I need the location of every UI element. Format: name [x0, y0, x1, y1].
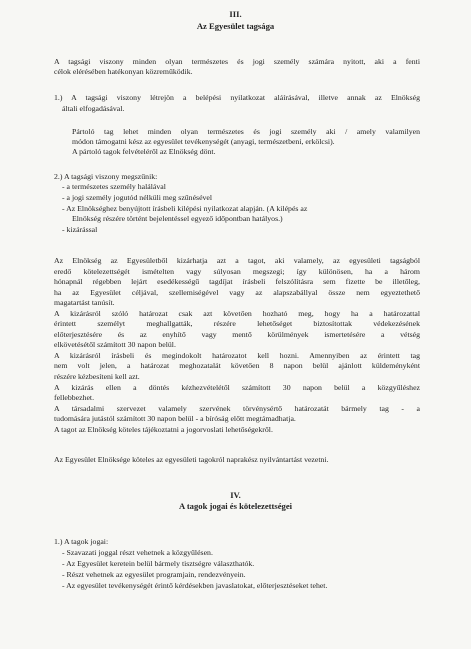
- item-1-line: általi elfogadásával.: [62, 104, 125, 113]
- item-2-line: Elnökség részére történt bejelentéssel egyező időpontban hatályos.): [72, 214, 283, 223]
- exclusion-line: hónapnál régebben lejárt esedékességű tagdíjat írásbeli felszólításra sem fizette be illetőleg,: [54, 277, 420, 286]
- exclusion-line: részére kézbesíteni kell azt.: [54, 372, 140, 381]
- rights-line: - Az egyesület tevékenységét érintő kérdésekben javaslatokat, előterjesztéseket tehet.: [62, 581, 328, 590]
- item-1-line: 1.) A tagsági viszony létrejön a belépési nyilatkozat aláírásával, illetve annak az Elnökség: [54, 93, 420, 102]
- supporting-member-line: Pártoló tag lehet minden olyan természetes és jogi személy aki / amely valamilyen: [72, 127, 420, 136]
- exclusion-line: A társadalmi szervezet valamely szervének törvénysértő határozatát bármely tag - a: [54, 404, 420, 413]
- rights-line: 1.) A tagok jogai:: [54, 537, 109, 546]
- rights-line: - Részt vehetnek az egyesület programjain, rendezvényein.: [62, 570, 246, 579]
- section-title: Az Egyesület tagsága: [196, 21, 275, 31]
- supporting-member-line: módon támogatni kész az egyesület tevékenységét (anyagi, természetbeni, erkölcsi).: [72, 137, 335, 146]
- exclusion-line: eredő kötelezettségét ismételten vagy súlyosan megszegi; így különösen, ha a három: [54, 267, 420, 276]
- item-2-line: - a természetes személy halálával: [62, 182, 166, 191]
- section-title: A tagok jogai és kötelezettségei: [178, 501, 293, 511]
- supporting-member-line: A pártoló tagok felvételéről az Elnökség dönt.: [72, 147, 216, 156]
- item-2-line: - kizárással: [62, 225, 98, 234]
- section-number: III.: [229, 9, 242, 19]
- exclusion-line: A kizárás ellen a döntés kézhezvételétől számított 30 napon belül a közgyűléshez: [54, 383, 420, 392]
- section-number: IV.: [230, 490, 241, 500]
- intro-line: A tagsági viszony minden olyan természetes és jogi személy számára nyitott, aki a fenti: [54, 57, 420, 66]
- exclusion-line: érintett személyt meghallgatták, részére lehetőséget biztosítottak védekezésének: [54, 319, 420, 328]
- exclusion-line: A kizárásról írásbeli és megindokolt határozatot kell hozni. Amennyiben az érintett tag: [54, 351, 420, 360]
- exclusion-line: Az Elnökség az Egyesületből kizárhatja azt a tagot, aki valamely, az egyesületi tagságból: [54, 256, 420, 265]
- exclusion-line: nem volt jelen, a határozat meghozatalát követően 8 napon belül ajánlott küldeményként: [54, 361, 420, 370]
- exclusion-line: ha az Egyesület céljával, szellemiségével vagy az alapszabállyal össze nem egyeztethető: [54, 288, 420, 297]
- intro-line: célok elérésében hatékonyan közreműködik.: [54, 67, 193, 76]
- exclusion-line: magatartást tanúsít.: [54, 298, 115, 307]
- exclusion-line: A tagot az Elnökség köteles tájékoztatni a jogorvoslati lehetőségekről.: [54, 425, 273, 434]
- rights-line: - Szavazati joggal részt vehetnek a közgyűlésen.: [62, 548, 213, 557]
- exclusion-line: tudomására jutástól számított 30 napon belül - a bíróság előtt megtámadhatja.: [54, 414, 296, 423]
- item-2-line: 2.) A tagsági viszony megszűnik:: [54, 172, 158, 181]
- exclusion-line: előterjesztésére és az enyhítő vagy mentő körülmények ismertetésére a vétség: [54, 330, 420, 339]
- exclusion-line: elkövetésétől számított 30 napon belül.: [54, 340, 176, 349]
- register-paragraph: Az Egyesület Elnöksége köteles az egyesületi tagokról naprakész nyilvántartást vezetni.: [54, 455, 329, 464]
- rights-line: - Az Egyesület keretein belül bármely tisztségre választhatók.: [62, 559, 255, 568]
- exclusion-line: A kizárásról szóló határozat csak azt követően hozható meg, hogy ha a határozattal: [54, 309, 420, 318]
- item-2-line: - Az Elnökséghez benyújtott írásbeli kilépési nyilatkozat alapján. (A kilépés az: [62, 204, 308, 213]
- exclusion-line: fellebbezhet.: [54, 393, 95, 402]
- item-2-line: - a jogi személy jogutód nélküli meg szűnésével: [62, 193, 213, 202]
